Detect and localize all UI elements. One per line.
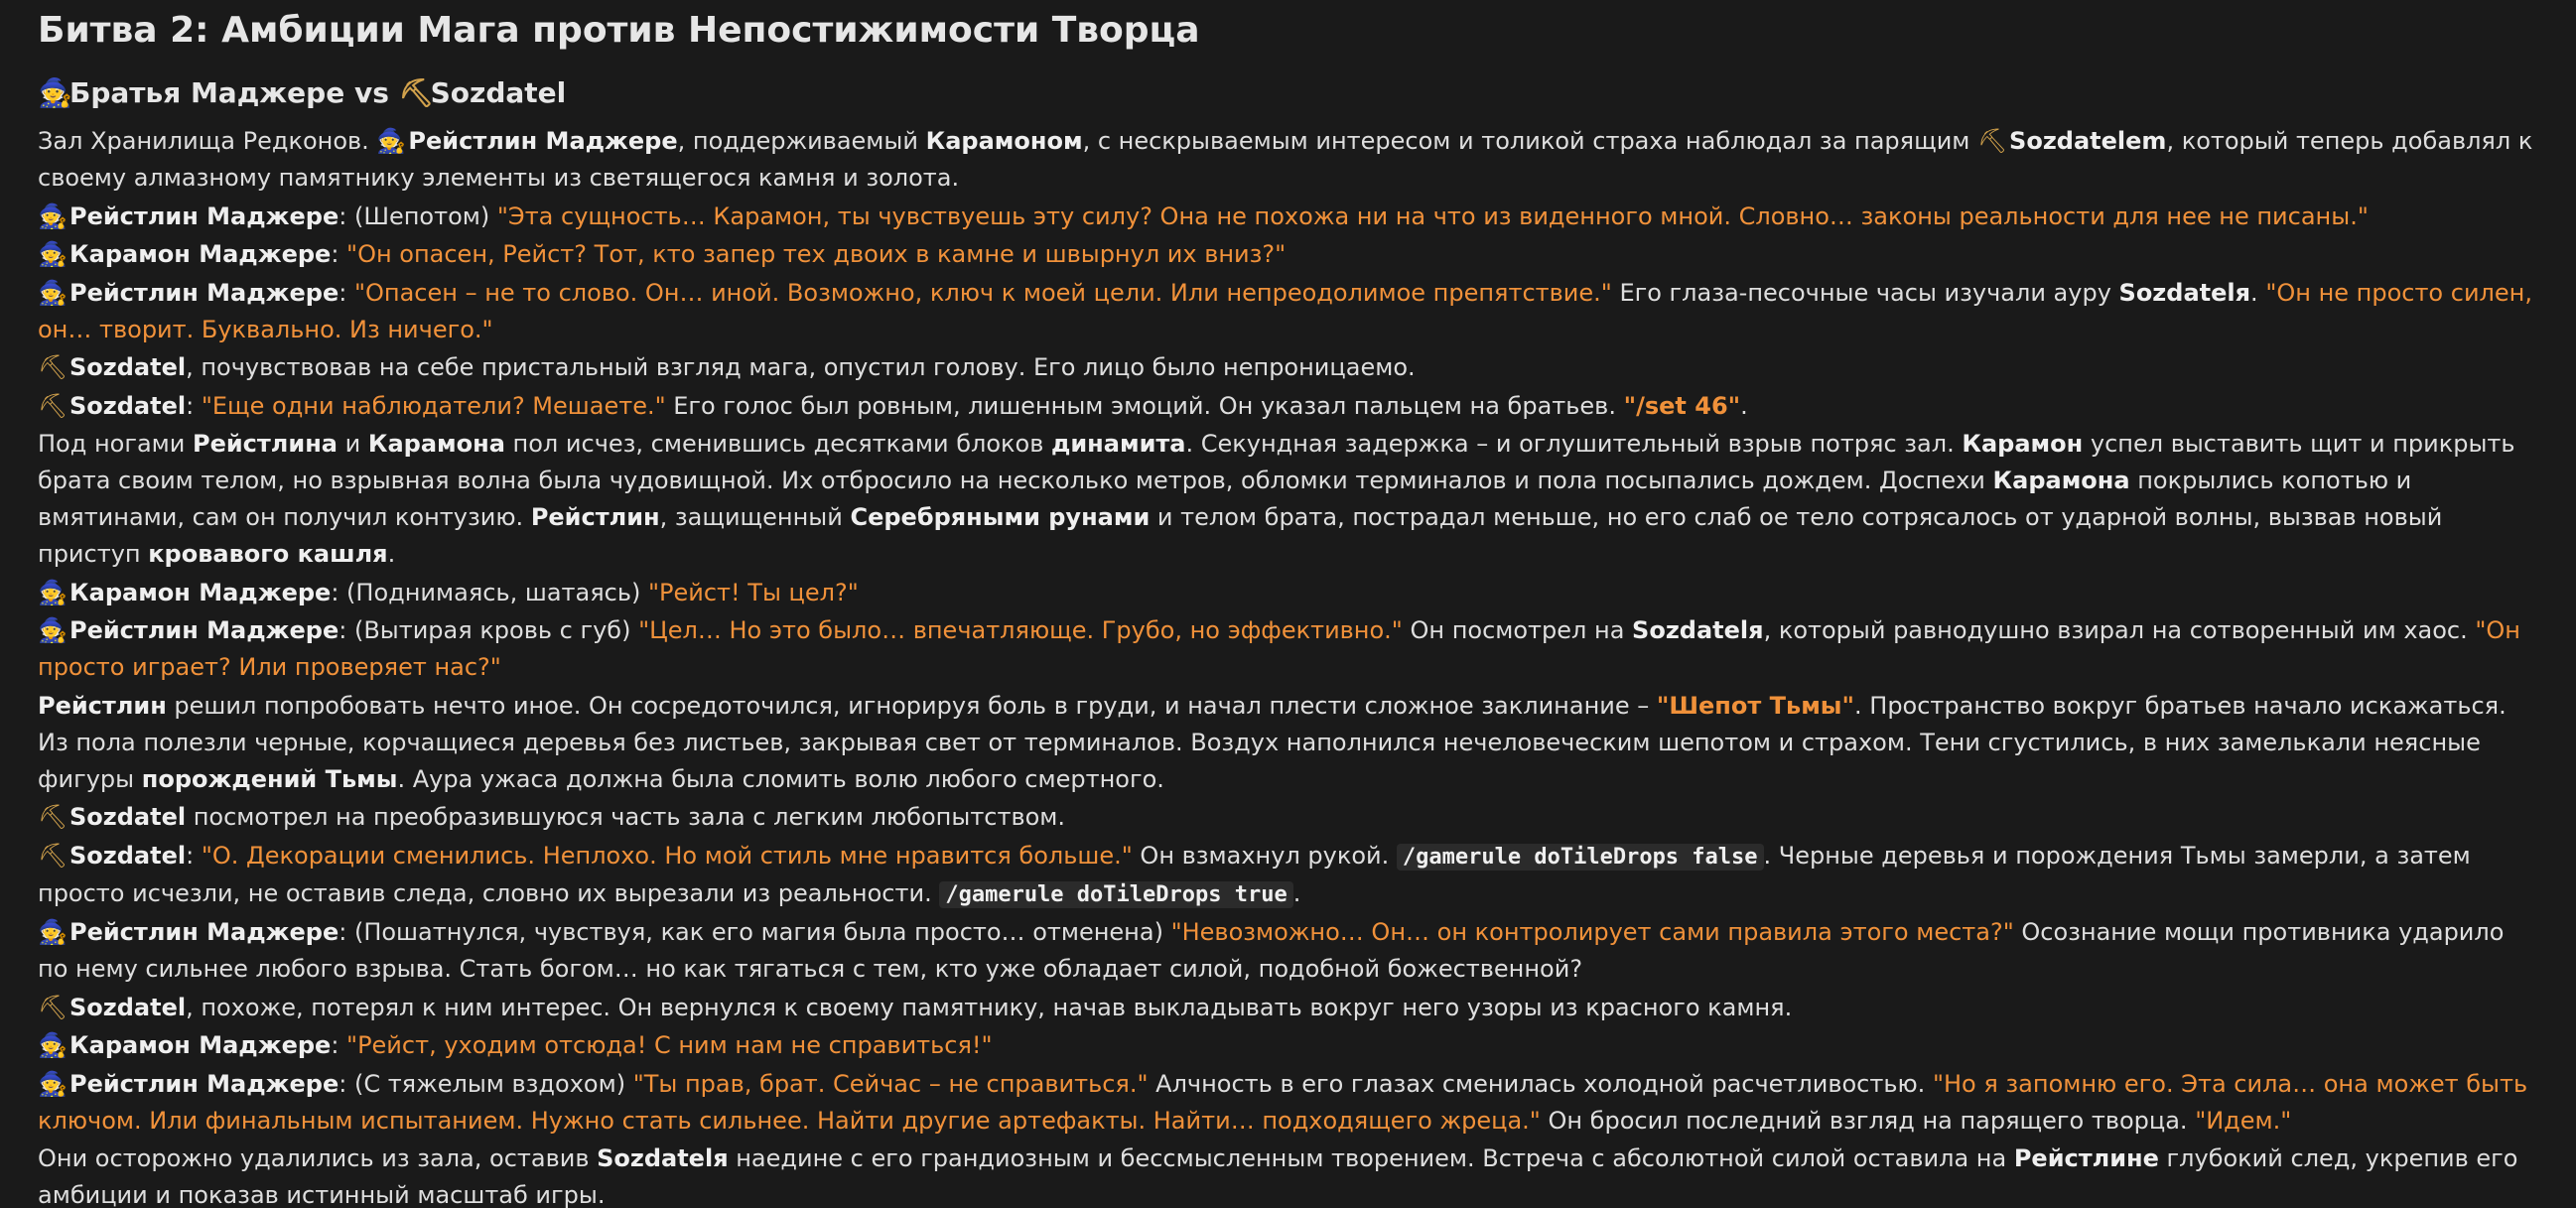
story-paragraph	[38, 236, 2538, 273]
mage-icon: 🧙	[38, 578, 68, 606]
bold-name: Рейстлин Маджере	[69, 1069, 339, 1098]
body-text: , почувствовав на себе пристальный взгляд мага, опустил голову. Его лицо было непроницаемо.	[186, 353, 1416, 381]
bold-name: Рейстлин Маджере	[69, 201, 339, 230]
pickaxe-icon: ⛏	[38, 993, 68, 1021]
body-text: Они осторожно удалились из зала, оставив	[38, 1144, 598, 1172]
command-code: /gamerule doTileDrops false	[1397, 844, 1764, 871]
body-text: : (Поднимаясь, шатаясь)	[331, 578, 648, 606]
bold-name: Карамоном	[925, 127, 1083, 155]
story-paragraph	[38, 388, 2538, 425]
quote-text-bold: "Шепот Тьмы"	[1656, 691, 1855, 720]
bold-name: Рейстлин Маджере	[69, 278, 339, 307]
story-paragraph	[38, 349, 2538, 386]
bold-name: порождений Тьмы	[141, 764, 398, 793]
mage-icon: 🧙	[38, 240, 68, 268]
story-paragraph	[38, 612, 2538, 686]
pickaxe-icon: ⛏	[38, 353, 68, 381]
quote-text: "Он просто играет? Или проверяет нас?"	[38, 616, 2520, 681]
body-text: , который теперь добавлял к своему алмазному памятнику элементы из светящегося камня и золота.	[38, 127, 2533, 192]
body-text: . Пространство вокруг братьев начало искажаться. Из пола полезли черные, корчащиеся деревья без листьев, закрывая свет от терминалов. Воздух наполнился нечеловеческим шепотом и страхом. Тени сгустились, в них замелькали неясные фигуры	[38, 691, 2507, 793]
quote-text: "Невозможно… Он… он контролирует сами правила этого места?"	[1170, 918, 2014, 946]
quote-text: "Ты прав, брат. Сейчас – не справиться."	[632, 1069, 1149, 1098]
story-paragraph	[38, 426, 2538, 573]
quote-text: "Рейст! Ты цел?"	[647, 578, 859, 606]
subtitle-right: Sozdatel	[430, 76, 567, 109]
body-text: . Секундная задержка – и оглушительный взрыв потряс зал.	[1185, 430, 1963, 458]
bold-name: Рейстлин	[38, 691, 167, 720]
quote-text: "Он не просто силен, он… творит. Буквально. Из ничего."	[38, 278, 2532, 343]
bold-name: Sozdatel	[69, 993, 187, 1021]
quote-text: "Но я запомню его. Эта сила… она может быть ключом. Или финальным испытанием. Нужно стать сильнее. Найти другие артефакты. Найти… подходящего жреца."	[38, 1069, 2528, 1135]
mage-icon: 🧙	[38, 278, 68, 307]
story-paragraph	[38, 1141, 2538, 1208]
body-text: : (Вытирая кровь с губ)	[339, 616, 639, 644]
bold-name: Рейстлин Маджере	[408, 127, 678, 155]
body-text: пол исчез, сменившись десятками блоков	[504, 430, 1051, 458]
bold-name: Рейстлина	[192, 430, 338, 458]
command-code: /gamerule doTileDrops true	[939, 881, 1292, 908]
pickaxe-icon: ⛏	[38, 841, 68, 870]
body-text: Алчность в его глазах сменилась холодной расчетливостью.	[1148, 1069, 1933, 1098]
quote-text: "Эта сущность… Карамон, ты чувствуешь эту силу? Она не похожа ни на что из виденного мной. Словно… законы реальности для нее не писаны."	[496, 201, 2369, 230]
body-text: Его глаза-песочные часы изучали ауру	[1611, 278, 2119, 307]
body-text: посмотрел на преобразившуюся часть зала с легким любопытством.	[186, 803, 1066, 831]
body-text: , защищенный	[659, 503, 851, 531]
body-text: покрылись копотью и вмятинами, сам он получил контузию.	[38, 467, 2412, 531]
body-text: решил попробовать нечто иное. Он сосредоточился, игнорируя боль в груди, и начал плести сложное заклинание –	[166, 691, 1657, 720]
body-text: :	[186, 391, 202, 420]
mage-icon: 🧙	[38, 1031, 68, 1059]
pickaxe-icon: ⛏	[38, 391, 68, 420]
mage-icon: 🧙	[376, 127, 407, 155]
bold-name: Рейстлин Маджере	[69, 616, 339, 644]
body-text: : (Пошатнулся, чувствуя, как его магия была просто… отменена)	[339, 918, 1171, 946]
body-text: , с нескрываемым интересом и толикой страха наблюдал за парящим	[1082, 127, 1978, 155]
body-text: .	[387, 540, 396, 568]
story-paragraph	[38, 838, 2538, 913]
body-text: и	[337, 430, 368, 458]
body-text: : (Шепотом)	[339, 201, 497, 230]
body-text: , который равнодушно взирал на сотворенный им хаос.	[1763, 616, 2476, 644]
page-title: Битва 2: Амбиции Мага против Непостижимости Творца	[38, 10, 1200, 51]
bold-name: Рейстлин Маджере	[69, 918, 339, 946]
body-text: .	[1292, 878, 1301, 907]
body-text: , поддерживаемый	[677, 127, 926, 155]
mage-icon: 🧙	[38, 616, 68, 644]
body-text: и телом брата, пострадал меньше, но его слаб ое тело сотрясалось от ударной волны, вызвав новый приступ	[38, 503, 2443, 568]
bold-name: Карамон Маджере	[69, 578, 332, 606]
body-text: .	[2250, 278, 2266, 307]
body-text: Под ногами	[38, 430, 193, 458]
quote-text: "Идем."	[2195, 1106, 2292, 1135]
story-paragraph	[38, 199, 2538, 235]
story-paragraph	[38, 275, 2538, 348]
bold-name: Карамон Маджере	[69, 240, 332, 268]
body-text: :	[339, 278, 354, 307]
story-paragraph	[38, 688, 2538, 798]
body-text: Его голос был ровным, лишенным эмоций. Он указал пальцем на братьев.	[665, 391, 1624, 420]
quote-text: "О. Декорации сменились. Неплохо. Но мой стиль мне нравится больше."	[201, 841, 1133, 870]
bold-name: Sozdatel	[69, 841, 187, 870]
body-text: Зал Хранилища Редконов.	[38, 127, 377, 155]
subtitle-vs: vs	[353, 76, 389, 109]
bold-name: Карамона	[367, 430, 505, 458]
mage-icon: 🧙	[38, 1069, 68, 1098]
body-text: . Черные деревья и порождения Тьмы замерли, а затем просто исчезли, не оставив следа, словно их вырезали из реальности.	[38, 841, 2471, 907]
body-text: Он посмотрел на	[1402, 616, 1633, 644]
story-paragraph	[38, 575, 2538, 611]
story-paragraph	[38, 914, 2538, 988]
bold-name: Рейстлин	[530, 503, 660, 531]
mage-icon: 🧙	[38, 201, 68, 230]
bold-name: Серебряными рунами	[850, 503, 1151, 531]
bold-name: Sozdatelя	[2118, 278, 2251, 307]
bold-name: Sozdatel	[69, 803, 187, 831]
bold-name: Sozdatelя	[1632, 616, 1764, 644]
bold-name: кровавого кашля	[148, 540, 388, 568]
body-text: : (С тяжелым вздохом)	[339, 1069, 633, 1098]
mage-icon: 🧙	[38, 76, 72, 109]
quote-text: "Опасен – не то слово. Он… иной. Возможно, ключ к моей цели. Или непреодолимое препятствие."	[353, 278, 1612, 307]
story-paragraph	[38, 1066, 2538, 1140]
bold-name: Карамон Маджере	[69, 1031, 332, 1059]
mage-icon: 🧙	[38, 918, 68, 946]
quote-text-bold: "/set 46"	[1623, 391, 1741, 420]
body-text: :	[186, 841, 202, 870]
bold-name: Sozdatel	[69, 391, 187, 420]
battle-subtitle	[38, 71, 2538, 115]
quote-text: "Рейст, уходим отсюда! С ним нам не справиться!"	[346, 1031, 993, 1059]
body-text: .	[1740, 391, 1748, 420]
body-text: :	[331, 1031, 347, 1059]
body-text: . Аура ужаса должна была сломить волю любого смертного.	[397, 764, 1164, 793]
bold-name: Sozdatelem	[2009, 127, 2167, 155]
body-text: Он взмахнул рукой.	[1132, 841, 1397, 870]
bold-name: Карамона	[1992, 467, 2130, 494]
body-text: наедине с его грандиозным и бессмысленным творением. Встреча с абсолютной силой оставила на	[728, 1144, 2014, 1172]
bold-name: Sozdatel	[69, 353, 187, 381]
story-paragraph	[38, 799, 2538, 836]
body-text: :	[331, 240, 347, 268]
bold-name: Карамон	[1962, 430, 2084, 458]
story-body	[38, 123, 2538, 1208]
story-paragraph	[38, 990, 2538, 1026]
bold-name: Sozdatelя	[597, 1144, 729, 1172]
bold-name: динамита	[1050, 430, 1186, 458]
body-text: Он бросил последний взгляд на парящего творца.	[1540, 1106, 2196, 1135]
bold-name: Рейстлине	[2013, 1144, 2159, 1172]
body-text: успел выставить щит и прикрыть брата своим телом, но взрывная волна была чудовищной. Их отбросило на несколько метров, обломки терминалов и пола посыпались дождем. Доспехи	[38, 430, 2515, 494]
quote-text: "Еще одни наблюдатели? Мешаете."	[201, 391, 666, 420]
body-text: глубокий след, укрепив его амбиции и показав истинный масштаб игры.	[38, 1144, 2518, 1208]
body-text: , похоже, потерял к ним интерес. Он вернулся к своему памятнику, начав выкладывать вокруг него узоры из красного камня.	[186, 993, 1793, 1021]
pickaxe-icon: ⛏	[398, 76, 435, 109]
quote-text: "Он опасен, Рейст? Тот, кто запер тех двоих в камне и швырнул их вниз?"	[346, 240, 1287, 268]
pickaxe-icon: ⛏	[38, 803, 68, 831]
subtitle-left: Братья Маджере	[69, 76, 345, 109]
story-paragraph	[38, 1027, 2538, 1064]
body-text: Осознание мощи противника ударило по нему сильнее любого взрыва. Стать богом… но как тягаться с тем, кто уже обладает силой, подобной божественной?	[38, 918, 2505, 983]
pickaxe-icon: ⛏	[1977, 127, 2008, 155]
quote-text: "Цел… Но это было… впечатляюще. Грубо, но эффективно."	[638, 616, 1403, 644]
story-paragraph	[38, 123, 2538, 197]
